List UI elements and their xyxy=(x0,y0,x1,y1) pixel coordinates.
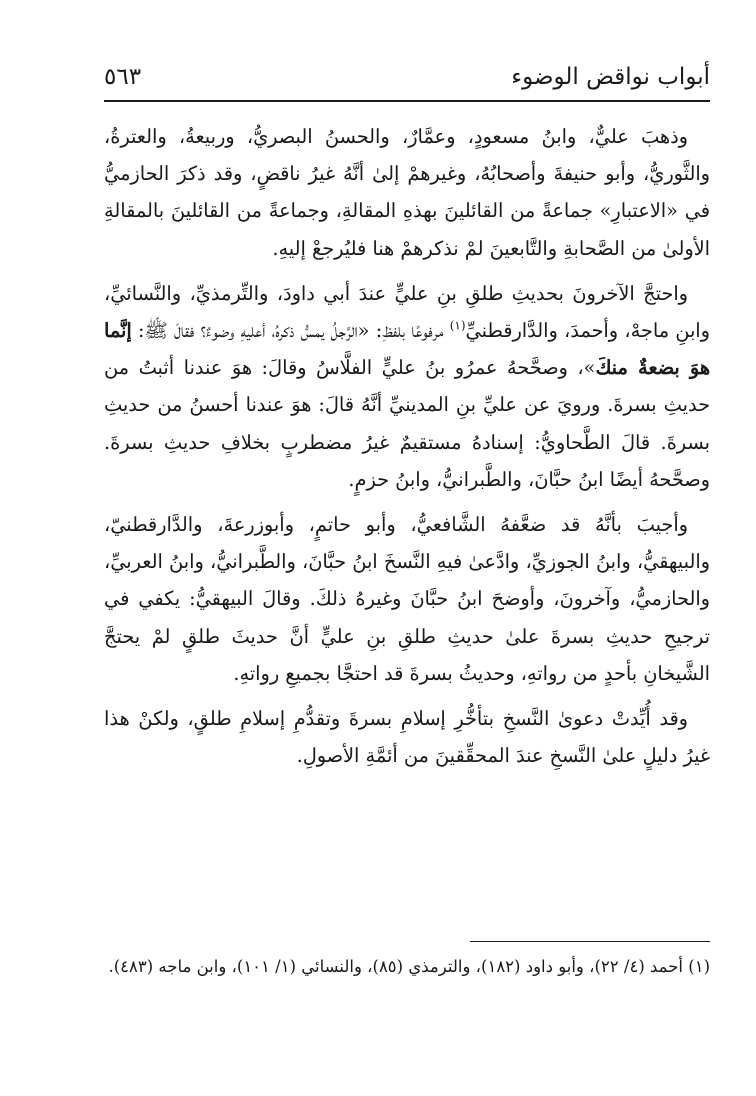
paragraph-2-text-a: واحتجَّ الآخرونَ بحديثِ طلقِ بنِ عليٍّ عندَ أبي داودَ، والتِّرمذيِّ، والنَّسائيِّ، وابنِ ماجهْ، وأحمدَ، والدَّارقطنيِّ xyxy=(104,281,710,343)
paragraph-4: وقد أُيِّدتْ دعوىٰ النَّسخِ بتأخُّرِ إسلامِ بسرةَ وتقدُّمِ إسلامِ طلقٍ، ولكنْ هذا غيرُ دليلٍ علىٰ النَّسخِ عندَ المحقِّقينَ من أئمَّةِ الأصولِ. xyxy=(104,707,710,768)
paragraph-1: وذهبَ عليٌّ، وابنُ مسعودٍ، وعمَّارٌ، والحسنُ البصريُّ، وربيعةُ، والعترةُ، والثَّوريُّ، وأبو حنيفةَ وأصحابُهُ، وغيرهمْ إلىٰ أنَّهُ غيرُ ناقضٍ، وقد ذكرَ الحازميُّ في «الاعتبارِ» جماعةً من القائلينَ بهذهِ المقالةِ، وجماعةً من القائلينَ بالمقالةِ الأولىٰ من الصَّحابةِ والتَّابعينَ لمْ نذكرهمْ هنا فليُرجعْ إليهِ. xyxy=(104,125,710,260)
paragraph-2 xyxy=(104,275,710,498)
paragraph-3: وأجيبَ بأنَّهُ قد ضعَّفهُ الشَّافعيُّ، وأبو حاتمٍ، وأبوزرعةَ، والدَّارقطنيّ، والبيهقيُّ، وابنُ الجوزيِّ، وادَّعىٰ فيهِ النَّسخَ ابنُ حبَّانَ، والطَّبرانيُّ، وابنُ العربيِّ، والحازميُّ، وآخرونَ، وأوضحَ ابنُ حبَّانَ وغيرهُ ذلكَ. وقالَ البيهقيُّ: يكفي في ترجيحِ حديثِ بسرةَ علىٰ حديثِ طلقِ بنِ عليٍّ أنَّ حديثَ طلقٍ لمْ يحتجَّ الشَّيخانِ بأحدٍ من رواتهِ، وحديثُ بسرةَ قد احتجَّا بجميعِ رواتهِ. xyxy=(104,513,710,685)
footnotes xyxy=(104,950,710,983)
page-number: ٥٦٣ xyxy=(104,64,142,90)
running-title: أبواب نواقض الوضوء xyxy=(511,64,710,90)
main-text xyxy=(104,118,710,774)
footnote-marker-1[interactable]: (١) xyxy=(449,318,466,333)
footnote-1: (١) أحمد (٤/ ٢٢)، وأبو داود (١٨٢)، والترمذي (٨٥)، والنسائي (١/ ١٠١)، وابن ماجه (٤٨٣). xyxy=(108,957,710,976)
hadith-quote: إنَّما هوَ بضعةٌ منكَ xyxy=(104,319,710,380)
footnote-divider xyxy=(470,941,710,942)
paragraph-2-text-c: »، وصحَّحهُ عمرُو بنُ عليٍّ الفلَّاسُ وقالَ: هوَ عندنا أثبتُ من حديثِ بسرةَ. ورويَ عن عليِّ بنِ المدينيِّ أنَّهُ قالَ: هوَ عندنا أحسنُ من حديثِ بسرةَ. قالَ الطَّحاويُّ: إسنادهُ مستقيمٌ غيرُ مضطربٍ بخلافِ حديثِ بسرةَ. وصحَّحهُ أيضًا ابنُ حبَّانَ، والطَّبرانيُّ، وابنُ حزمٍ. xyxy=(104,356,710,491)
page-header xyxy=(104,60,710,102)
paragraph-2-text-b: مرفوعًا بلفظِ: «الرَّجلُ يمسُّ ذكرهُ، أعليهِ وضوءٌ؟ فقالَ ﷺ: xyxy=(131,319,450,343)
